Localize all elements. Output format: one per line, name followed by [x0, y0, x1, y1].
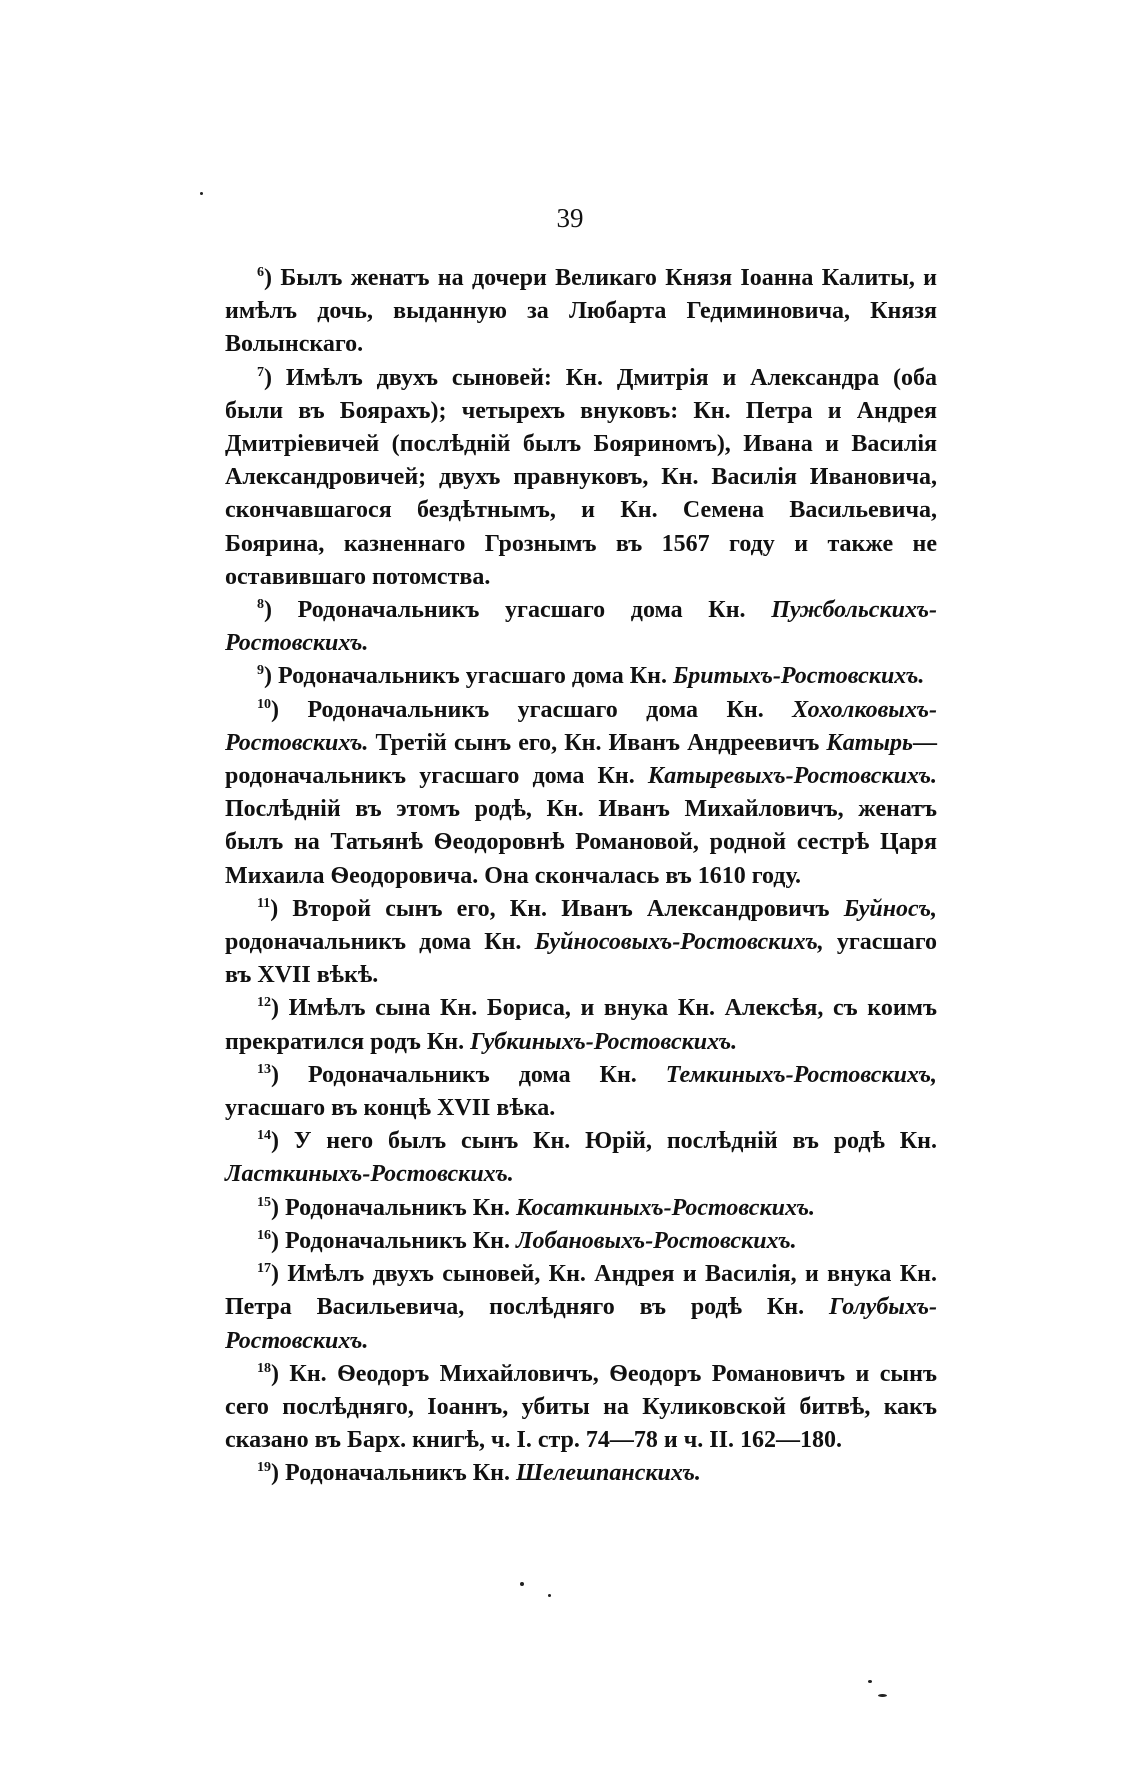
- scan-speck: [868, 1680, 872, 1683]
- footnote-marker-paren: ): [271, 1128, 294, 1155]
- footnote-italic-text: Ласткиныхъ-Ростовскихъ.: [225, 1161, 514, 1188]
- footnote-italic-text: Темкиныхъ-Ростовскихъ,: [665, 1061, 937, 1088]
- footnote-marker-paren: ): [271, 1061, 308, 1088]
- footnote-17: [225, 1258, 937, 1358]
- scan-speck: [878, 1694, 887, 1697]
- footnote-text: Имѣлъ двухъ сыновей: Кн. Дмитрія и Александра (оба были въ Боярахъ); четырехъ внуковъ: Кн. Петра и Андрея Дмитріевичей (послѣдній былъ Бояриномъ), Ивана и Василія Александровичей; двухъ правнуковъ, Кн. Василія Ивановича, скончавшагося бездѣтнымъ, и Кн. Семена Васильевича, Боярина, казненнаго Грознымъ въ 1567 году и также не оставившаго потомства.: [225, 364, 937, 590]
- footnote-marker: 10: [257, 696, 271, 712]
- footnote-marker: 15: [257, 1194, 271, 1210]
- footnote-text: Родоначальникъ Кн.: [285, 1194, 516, 1221]
- footnote-text: Былъ женатъ на дочери Великаго Князя Іоанна Калиты, и имѣлъ дочь, выданную за Любарта Гедиминовича, Князя Волынскаго.: [225, 265, 937, 358]
- footnote-text: Родоначальникъ угасшаго дома Кн.: [297, 597, 772, 624]
- footnote-7: [225, 362, 937, 594]
- scan-speck: [548, 1594, 551, 1597]
- footnote-italic-text: Косаткиныхъ-Ростовскихъ.: [516, 1194, 816, 1221]
- footnote-18: [225, 1358, 937, 1458]
- footnote-text: угасшаго въ XVII вѣкѣ.: [225, 929, 937, 989]
- footnotes-list: [225, 262, 937, 1491]
- footnote-text: родоначальникъ дома Кн.: [225, 929, 535, 956]
- footnote-marker-paren: ): [264, 663, 278, 690]
- footnote-italic-text: Губкиныхъ-Ростовскихъ.: [470, 1028, 738, 1055]
- footnote-text: Послѣдній въ этомъ родѣ, Кн. Иванъ Михайловичъ, женатъ былъ на Татьянѣ Ѳеодоровнѣ Романовой, родной сестрѣ Царя Михаила Ѳеодоровича. Она скончалась въ 1610 году.: [225, 796, 937, 889]
- footnote-12: [225, 992, 937, 1058]
- footnote-italic-text: Бритыхъ-Ростовскихъ.: [672, 663, 925, 690]
- footnote-marker: 16: [257, 1227, 271, 1243]
- footnote-marker-paren: ): [271, 1194, 285, 1221]
- footnote-15: [225, 1192, 937, 1225]
- footnote-marker: 13: [257, 1061, 271, 1077]
- footnote-marker-paren: ): [271, 1360, 290, 1387]
- scan-speck: [520, 1582, 524, 1586]
- footnote-8: [225, 594, 937, 660]
- footnote-marker-paren: ): [271, 1460, 285, 1487]
- footnote-italic-text: Голубыхъ-Ростовскихъ.: [225, 1294, 937, 1354]
- footnote-marker-paren: ): [271, 1261, 288, 1288]
- footnote-marker-paren: ): [271, 1227, 285, 1254]
- footnote-text: Родоначальникъ угасшаго дома Кн.: [307, 696, 793, 723]
- footnote-14: [225, 1125, 937, 1191]
- footnote-13: [225, 1059, 937, 1125]
- footnote-italic-text: Шелешпанскихъ.: [516, 1460, 701, 1487]
- footnote-marker: 8: [257, 597, 264, 613]
- footnote-10: [225, 694, 937, 893]
- footnote-italic-text: Пужбольскихъ-Ростовскихъ.: [225, 597, 937, 657]
- footnote-text: Имѣлъ двухъ сыновей, Кн. Андрея и Василія, и внука Кн. Петра Васильевича, послѣдняго въ родѣ Кн.: [225, 1261, 937, 1321]
- footnote-text: Родоначальникъ Кн.: [285, 1227, 516, 1254]
- footnote-italic-text: Лобановыхъ-Ростовскихъ.: [516, 1227, 797, 1254]
- footnote-9: [225, 660, 937, 693]
- footnote-text: угасшаго въ концѣ XVII вѣка.: [225, 1095, 556, 1122]
- footnote-text: Второй сынъ его, Кн. Иванъ Александровичъ: [292, 895, 844, 922]
- footnote-marker: 19: [257, 1460, 271, 1476]
- footnote-marker: 11: [257, 895, 271, 911]
- footnote-marker-paren: ): [271, 995, 289, 1022]
- footnote-marker: 6: [257, 265, 264, 280]
- footnote-marker: 14: [257, 1128, 271, 1144]
- footnote-11: [225, 893, 937, 993]
- footnote-marker: 9: [257, 663, 264, 679]
- footnote-marker: 18: [257, 1360, 271, 1376]
- footnote-text: Третій сынъ его, Кн. Иванъ Андреевичъ: [368, 729, 827, 756]
- footnote-italic-text: Катырь: [826, 729, 913, 756]
- footnote-marker-paren: ): [270, 895, 293, 922]
- page-number: 39: [556, 203, 584, 233]
- footnote-text: —родоначальникъ угасшаго дома Кн.: [225, 729, 937, 790]
- footnote-text: Имѣлъ сына Кн. Бориса, и внука Кн. Алексѣя, съ коимъ прекратился родъ Кн.: [225, 995, 937, 1055]
- footnote-6: [225, 262, 937, 362]
- footnote-text: У него былъ сынъ Кн. Юрій, послѣдній въ родѣ Кн.: [293, 1128, 937, 1155]
- footnote-marker: 7: [257, 364, 264, 380]
- footnote-text: Родоначальникъ дома Кн.: [307, 1061, 666, 1088]
- footnote-text: Родоначальникъ Кн.: [285, 1460, 516, 1487]
- footnote-marker: 12: [257, 995, 271, 1011]
- footnote-marker-paren: ): [264, 597, 298, 624]
- footnote-italic-text: Буйносовыхъ-Ростовскихъ,: [534, 929, 824, 956]
- scan-speck: [200, 192, 203, 195]
- footnote-marker: 17: [257, 1261, 271, 1277]
- footnote-italic-text: Катыревыхъ-Ростовскихъ.: [647, 763, 937, 790]
- footnote-marker-paren: ): [264, 265, 281, 291]
- footnote-16: [225, 1225, 937, 1258]
- footnote-text: Кн. Ѳеодоръ Михайловичъ, Ѳеодоръ Романовичъ и сынъ сего послѣдняго, Іоаннъ, убиты на Куликовской битвѣ, какъ сказано въ Барх. книгѣ, ч. І. стр. 74—78 и ч. II. 162—180.: [225, 1360, 937, 1454]
- footnote-italic-text: Хохолковыхъ-Ростовскихъ.: [225, 696, 937, 756]
- footnote-text: Родоначальникъ угасшаго дома Кн.: [278, 663, 673, 690]
- footnote-marker-paren: ): [264, 364, 286, 391]
- footnote-19: [225, 1457, 937, 1490]
- footnote-italic-text: Буйносъ,: [843, 895, 937, 922]
- footnote-marker-paren: ): [271, 696, 308, 723]
